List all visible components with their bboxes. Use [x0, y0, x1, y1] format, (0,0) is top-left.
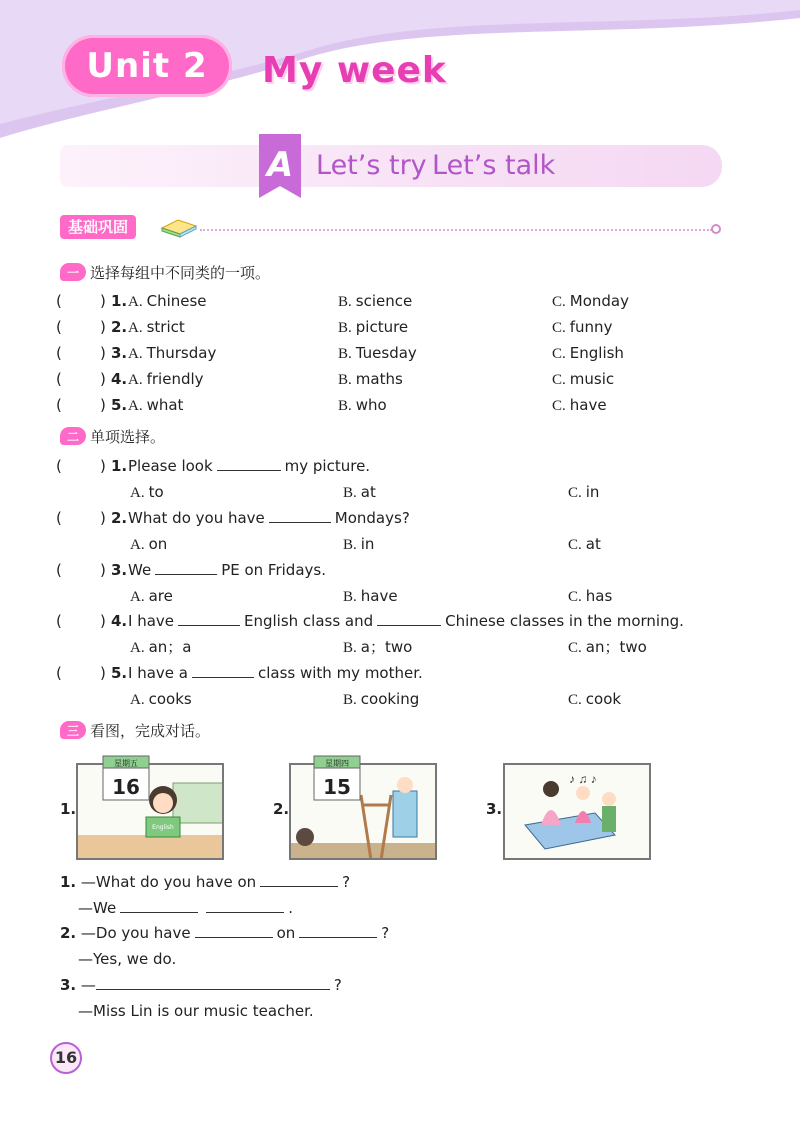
part1-row-2: ( ) 2. A. strict B. picture C. funny — [56, 318, 613, 336]
part1-heading — [60, 261, 270, 283]
part2-badge: 二 — [60, 427, 86, 445]
fill-blank[interactable] — [120, 897, 198, 913]
unit-label-pill: Unit 2 — [62, 35, 232, 97]
part1-row-4: ( ) 4. A. friendly B. maths C. music — [56, 370, 615, 388]
divider-end-dot — [711, 224, 721, 234]
fill-blank[interactable] — [178, 610, 240, 626]
book-label: English — [152, 824, 174, 831]
part2-question-1: ( ) 1. Please look my picture. — [56, 457, 371, 475]
dialogue-1-line-1: 1. —What do you have on ? — [60, 873, 351, 891]
part1-row-3: ( ) 3. A. Thursday B. Tuesday C. English — [56, 344, 624, 362]
calendar-date-1: 16 — [112, 775, 140, 799]
part2-heading — [60, 425, 165, 447]
fill-blank[interactable] — [206, 897, 284, 913]
calendar-day-2: 星期四 — [325, 759, 349, 768]
picture-1-girl-reading — [76, 763, 224, 860]
part3-instruction: 看图，完成对话。 — [90, 721, 211, 740]
part2-question-4: ( ) 4. I have English class and Chinese classes in the morning. — [56, 612, 684, 630]
calendar-date-2: 15 — [323, 775, 351, 799]
basic-consolidation-tag: 基础巩固 — [60, 215, 136, 239]
section-letter: A — [266, 145, 294, 185]
dialogue-1-line-2: —We . — [78, 899, 293, 917]
dialogue-3-line-2: —Miss Lin is our music teacher. — [78, 1002, 314, 1020]
fill-blank[interactable] — [96, 974, 330, 990]
section-divider — [200, 229, 712, 231]
picture-2-art-class — [289, 763, 437, 860]
part2-options-5: A. cooks B. cooking C. cook — [130, 690, 622, 708]
banner-lets-talk: Let’s talk — [432, 150, 556, 181]
picture-3-number: 3. — [486, 800, 503, 818]
part2-options-4: A. an；a B. a；two C. an；two — [130, 638, 647, 656]
picture-2-number: 2. — [273, 800, 290, 818]
fill-blank[interactable] — [217, 455, 281, 471]
calendar-day-1: 星期五 — [114, 759, 138, 768]
dialogue-2-line-1: 2. —Do you have on ? — [60, 924, 390, 942]
part1-badge: 一 — [60, 263, 86, 281]
fill-blank[interactable] — [299, 922, 377, 938]
part2-options-1: A. to B. at C. in — [130, 483, 600, 501]
fill-blank[interactable] — [377, 610, 441, 626]
part1-instruction: 选择每组中不同类的一项。 — [90, 263, 271, 282]
fill-blank[interactable] — [269, 507, 331, 523]
part2-options-3: A. are B. have C. has — [130, 587, 613, 605]
banner-lets-try: Let’s try — [316, 150, 427, 181]
part1-row-5: ( ) 5. A. what B. who C. have — [56, 396, 607, 414]
fill-blank[interactable] — [192, 662, 254, 678]
dialogue-2-line-2: —Yes, we do. — [78, 950, 177, 968]
calendar-icon-1 — [102, 752, 150, 802]
fill-blank[interactable] — [260, 871, 338, 887]
calendar-icon-2 — [313, 752, 361, 802]
part1-row-1: ( ) 1. A. Chinese B. science C. Monday — [56, 292, 629, 310]
book-stack-icon — [160, 214, 198, 238]
fill-blank[interactable] — [155, 559, 217, 575]
picture-1-number: 1. — [60, 800, 77, 818]
part3-badge: 三 — [60, 721, 86, 739]
page-number: 16 — [50, 1042, 82, 1074]
part2-question-5: ( ) 5. I have a class with my mother. — [56, 664, 423, 682]
part2-question-2: ( ) 2. What do you have Mondays? — [56, 509, 410, 527]
picture-3-music-class — [503, 763, 651, 860]
svg-text:♪ ♫ ♪: ♪ ♫ ♪ — [569, 772, 597, 786]
dialogue-3-line-1: 3. — ? — [60, 976, 342, 994]
part2-options-2: A. on B. in C. at — [130, 535, 601, 553]
part2-question-3: ( ) 3. We PE on Fridays. — [56, 561, 326, 579]
unit-title: My week — [262, 50, 447, 91]
section-a-flag — [255, 134, 305, 198]
part2-instruction: 单项选择。 — [90, 427, 166, 446]
part3-heading — [60, 719, 210, 741]
fill-blank[interactable] — [195, 922, 273, 938]
